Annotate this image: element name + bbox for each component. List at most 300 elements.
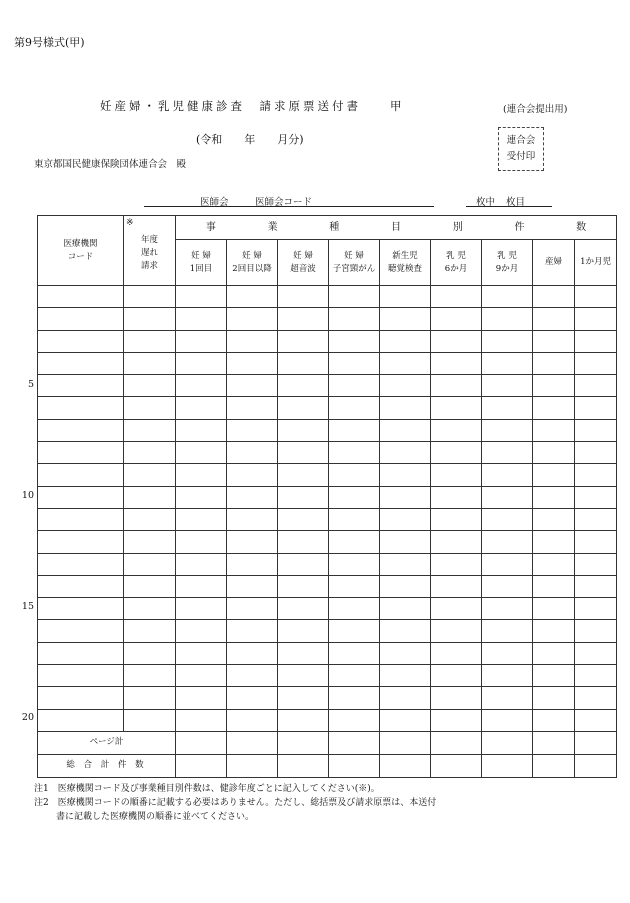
count-cell[interactable] — [431, 508, 482, 530]
count-cell[interactable] — [533, 508, 575, 530]
institution-code-cell[interactable] — [38, 709, 124, 731]
grand-total-cell[interactable] — [329, 754, 380, 777]
count-cell[interactable] — [380, 508, 431, 530]
count-cell[interactable] — [431, 286, 482, 308]
title-subtitle: (連合会提出用) — [503, 104, 568, 115]
count-cell[interactable] — [482, 531, 533, 553]
count-cell[interactable] — [176, 531, 227, 553]
count-cell[interactable] — [176, 442, 227, 464]
page-total-cell[interactable] — [575, 731, 617, 754]
count-cell[interactable] — [176, 553, 227, 575]
count-cell[interactable] — [380, 642, 431, 664]
medical-assoc-field[interactable] — [144, 206, 434, 207]
addressee: 東京都国民健康保険団体連合会 殿 — [34, 159, 187, 170]
grand-total-cell[interactable] — [227, 754, 278, 777]
billing-period: (令和 年 月分) — [196, 133, 304, 146]
count-cell[interactable] — [227, 508, 278, 530]
count-cell[interactable] — [575, 352, 617, 374]
stamp-line-2: 受付印 — [506, 151, 536, 162]
count-cell[interactable] — [227, 286, 278, 308]
count-cell[interactable] — [533, 442, 575, 464]
grand-total-cell[interactable] — [482, 754, 533, 777]
institution-code-cell[interactable] — [38, 352, 124, 374]
count-cell[interactable] — [329, 397, 380, 419]
count-cell[interactable] — [533, 308, 575, 330]
count-cell[interactable] — [380, 286, 431, 308]
count-cell[interactable] — [431, 352, 482, 374]
table-row — [38, 442, 617, 464]
count-cell[interactable] — [278, 642, 329, 664]
count-cell[interactable] — [431, 330, 482, 352]
page-total-cell[interactable] — [380, 731, 431, 754]
count-cell[interactable] — [329, 553, 380, 575]
table-row — [38, 553, 617, 575]
count-cell[interactable] — [329, 486, 380, 508]
service-count-header — [176, 216, 617, 240]
institution-code-cell[interactable] — [38, 575, 124, 597]
group-header-char: 業 — [267, 222, 278, 233]
count-cell[interactable] — [380, 352, 431, 374]
count-cell[interactable] — [380, 620, 431, 642]
count-cell[interactable] — [329, 508, 380, 530]
count-cell[interactable] — [533, 375, 575, 397]
institution-code-cell[interactable] — [38, 286, 124, 308]
row-number-10: 10 — [21, 490, 34, 501]
count-cell[interactable] — [575, 553, 617, 575]
col-header-postpartum: 産婦 — [533, 240, 575, 286]
count-cell[interactable] — [533, 620, 575, 642]
grand-total-cell[interactable] — [176, 754, 227, 777]
institution-code-cell[interactable] — [38, 419, 124, 441]
page-total-cell[interactable] — [533, 731, 575, 754]
count-cell[interactable] — [176, 330, 227, 352]
count-cell[interactable] — [431, 553, 482, 575]
count-cell[interactable] — [176, 709, 227, 731]
count-cell[interactable] — [482, 709, 533, 731]
page-total-cell[interactable] — [278, 731, 329, 754]
late-claim-cell[interactable] — [124, 375, 176, 397]
institution-code-cell[interactable] — [38, 397, 124, 419]
count-cell[interactable] — [329, 575, 380, 597]
count-cell[interactable] — [329, 375, 380, 397]
count-cell[interactable] — [431, 442, 482, 464]
count-cell[interactable] — [278, 620, 329, 642]
count-cell[interactable] — [431, 598, 482, 620]
asterisk-mark: ※ — [126, 218, 134, 228]
count-cell[interactable] — [227, 553, 278, 575]
page-count-field[interactable] — [466, 206, 552, 207]
claims-table — [37, 215, 617, 778]
count-cell[interactable] — [575, 531, 617, 553]
count-cell[interactable] — [278, 486, 329, 508]
count-cell[interactable] — [533, 709, 575, 731]
count-cell[interactable] — [227, 620, 278, 642]
count-cell[interactable] — [227, 531, 278, 553]
table-row — [38, 486, 617, 508]
institution-code-cell[interactable] — [38, 442, 124, 464]
count-cell[interactable] — [176, 308, 227, 330]
count-cell[interactable] — [329, 308, 380, 330]
count-cell[interactable] — [329, 531, 380, 553]
late-claim-cell[interactable] — [124, 442, 176, 464]
count-cell[interactable] — [329, 352, 380, 374]
table-row — [38, 508, 617, 530]
group-header-char: 数 — [576, 222, 587, 233]
count-cell[interactable] — [380, 419, 431, 441]
count-cell[interactable] — [380, 575, 431, 597]
late-claim-cell[interactable] — [124, 330, 176, 352]
page-total-label: ページ計 — [38, 731, 176, 754]
count-cell[interactable] — [227, 486, 278, 508]
row-number-5: 5 — [27, 379, 34, 390]
count-cell[interactable] — [329, 330, 380, 352]
count-cell[interactable] — [227, 308, 278, 330]
count-cell[interactable] — [278, 575, 329, 597]
count-cell[interactable] — [329, 442, 380, 464]
count-cell[interactable] — [482, 598, 533, 620]
count-cell[interactable] — [575, 665, 617, 687]
count-cell[interactable] — [533, 286, 575, 308]
count-cell[interactable] — [482, 642, 533, 664]
count-cell[interactable] — [482, 286, 533, 308]
count-cell[interactable] — [278, 464, 329, 486]
count-cell[interactable] — [533, 642, 575, 664]
count-cell[interactable] — [278, 442, 329, 464]
col-header-1month: 1か月児 — [575, 240, 617, 286]
grand-total-cell[interactable] — [431, 754, 482, 777]
late-claim-header — [124, 216, 176, 286]
count-cell[interactable] — [575, 397, 617, 419]
institution-code-cell[interactable] — [38, 330, 124, 352]
count-cell[interactable] — [533, 575, 575, 597]
count-cell[interactable] — [176, 620, 227, 642]
count-cell[interactable] — [329, 620, 380, 642]
late-claim-cell[interactable] — [124, 687, 176, 709]
count-cell[interactable] — [575, 687, 617, 709]
count-cell[interactable] — [431, 486, 482, 508]
count-cell[interactable] — [380, 464, 431, 486]
group-header-char: 種 — [329, 222, 340, 233]
count-cell[interactable] — [227, 419, 278, 441]
count-cell[interactable] — [482, 442, 533, 464]
count-cell[interactable] — [380, 709, 431, 731]
note-2-continued: 書に記載した医療機関の順番に並べてください。 — [56, 812, 255, 822]
count-cell[interactable] — [575, 620, 617, 642]
count-cell[interactable] — [278, 308, 329, 330]
count-cell[interactable] — [431, 375, 482, 397]
stamp-line-1: 連合会 — [506, 135, 536, 146]
institution-code-cell[interactable] — [38, 553, 124, 575]
table-row — [38, 575, 617, 597]
count-cell[interactable] — [380, 308, 431, 330]
count-cell[interactable] — [278, 709, 329, 731]
row-number-20: 20 — [21, 712, 34, 723]
late-claim-cell[interactable] — [124, 286, 176, 308]
institution-code-header-text: 医療機関 コード — [63, 238, 98, 262]
count-cell[interactable] — [227, 598, 278, 620]
count-cell[interactable] — [278, 665, 329, 687]
count-cell[interactable] — [431, 575, 482, 597]
count-cell[interactable] — [380, 486, 431, 508]
count-cell[interactable] — [227, 442, 278, 464]
late-claim-cell[interactable] — [124, 352, 176, 374]
count-cell[interactable] — [533, 665, 575, 687]
note-1: 注1 医療機関コード及び事業種目別件数は、健診年度ごとに記入してください(※)。 — [34, 784, 380, 794]
page-number-label: 枚目 — [506, 197, 526, 208]
table-row — [38, 419, 617, 441]
count-cell[interactable] — [575, 642, 617, 664]
count-cell[interactable] — [533, 486, 575, 508]
table-row — [38, 642, 617, 664]
reception-stamp-box — [498, 127, 544, 171]
count-cell[interactable] — [329, 419, 380, 441]
count-cell[interactable] — [575, 330, 617, 352]
count-cell[interactable] — [380, 375, 431, 397]
institution-code-cell[interactable] — [38, 687, 124, 709]
count-cell[interactable] — [380, 397, 431, 419]
count-cell[interactable] — [176, 575, 227, 597]
count-cell[interactable] — [533, 531, 575, 553]
count-cell[interactable] — [176, 464, 227, 486]
count-cell[interactable] — [227, 375, 278, 397]
count-cell[interactable] — [482, 419, 533, 441]
page-title: 妊産婦・乳児健康診査 請求原票送付書 甲 — [100, 99, 405, 113]
count-cell[interactable] — [431, 665, 482, 687]
count-cell[interactable] — [533, 687, 575, 709]
group-header-char: 目 — [391, 222, 402, 233]
grand-total-cell[interactable] — [575, 754, 617, 777]
institution-code-cell[interactable] — [38, 308, 124, 330]
count-cell[interactable] — [380, 598, 431, 620]
count-cell[interactable] — [176, 687, 227, 709]
count-cell[interactable] — [176, 642, 227, 664]
institution-code-cell[interactable] — [38, 598, 124, 620]
count-cell[interactable] — [575, 598, 617, 620]
col-header-infant-9m: 乳 児 9か月 — [482, 240, 533, 286]
count-cell[interactable] — [431, 397, 482, 419]
count-cell[interactable] — [380, 553, 431, 575]
col-header-infant-6m: 乳 児 6か月 — [431, 240, 482, 286]
count-cell[interactable] — [176, 508, 227, 530]
grand-total-label: 総 合 計 件 数 — [38, 754, 176, 777]
count-cell[interactable] — [482, 397, 533, 419]
late-claim-cell[interactable] — [124, 575, 176, 597]
col-header-newborn-hearing: 新生児 聴覚検査 — [380, 240, 431, 286]
count-cell[interactable] — [482, 330, 533, 352]
count-cell[interactable] — [278, 531, 329, 553]
count-cell[interactable] — [176, 419, 227, 441]
count-cell[interactable] — [278, 330, 329, 352]
count-cell[interactable] — [329, 464, 380, 486]
count-cell[interactable] — [431, 709, 482, 731]
table-row — [38, 352, 617, 374]
institution-code-header — [38, 216, 124, 286]
count-cell[interactable] — [482, 464, 533, 486]
count-cell[interactable] — [533, 330, 575, 352]
grand-total-cell[interactable] — [380, 754, 431, 777]
count-cell[interactable] — [329, 642, 380, 664]
table-row — [38, 397, 617, 419]
table-row — [38, 308, 617, 330]
institution-code-cell[interactable] — [38, 508, 124, 530]
col-header-prenatal-2nd: 妊 婦 2回目以降 — [227, 240, 278, 286]
count-cell[interactable] — [575, 442, 617, 464]
count-cell[interactable] — [533, 553, 575, 575]
count-cell[interactable] — [380, 442, 431, 464]
count-cell[interactable] — [533, 352, 575, 374]
medical-assoc-code-label: 医師会コード — [255, 197, 313, 208]
table-row — [38, 687, 617, 709]
count-cell[interactable] — [176, 352, 227, 374]
count-cell[interactable] — [380, 531, 431, 553]
count-cell[interactable] — [431, 419, 482, 441]
institution-code-cell[interactable] — [38, 486, 124, 508]
count-cell[interactable] — [482, 508, 533, 530]
count-cell[interactable] — [176, 397, 227, 419]
institution-code-cell[interactable] — [38, 375, 124, 397]
page-total-cell[interactable] — [482, 731, 533, 754]
late-claim-cell[interactable] — [124, 553, 176, 575]
count-cell[interactable] — [482, 308, 533, 330]
count-cell[interactable] — [227, 709, 278, 731]
count-cell[interactable] — [575, 375, 617, 397]
count-cell[interactable] — [278, 419, 329, 441]
late-claim-cell[interactable] — [124, 598, 176, 620]
late-claim-cell[interactable] — [124, 642, 176, 664]
count-cell[interactable] — [227, 687, 278, 709]
late-claim-cell[interactable] — [124, 419, 176, 441]
count-cell[interactable] — [278, 286, 329, 308]
count-cell[interactable] — [227, 330, 278, 352]
count-cell[interactable] — [533, 598, 575, 620]
count-cell[interactable] — [227, 665, 278, 687]
count-cell[interactable] — [176, 665, 227, 687]
institution-code-cell[interactable] — [38, 531, 124, 553]
count-cell[interactable] — [278, 375, 329, 397]
count-cell[interactable] — [176, 486, 227, 508]
count-cell[interactable] — [329, 665, 380, 687]
count-cell[interactable] — [533, 419, 575, 441]
group-header-char: 件 — [514, 222, 525, 233]
table-row — [38, 665, 617, 687]
late-claim-cell[interactable] — [124, 464, 176, 486]
page-total-cell[interactable] — [431, 731, 482, 754]
count-cell[interactable] — [380, 665, 431, 687]
count-cell[interactable] — [482, 665, 533, 687]
group-header-char: 事 — [205, 222, 216, 233]
count-cell[interactable] — [227, 397, 278, 419]
institution-code-cell[interactable] — [38, 642, 124, 664]
count-cell[interactable] — [227, 352, 278, 374]
count-cell[interactable] — [482, 553, 533, 575]
count-cell[interactable] — [482, 352, 533, 374]
count-cell[interactable] — [278, 352, 329, 374]
count-cell[interactable] — [482, 575, 533, 597]
row-number-15: 15 — [21, 601, 34, 612]
count-cell[interactable] — [176, 598, 227, 620]
count-cell[interactable] — [533, 464, 575, 486]
count-cell[interactable] — [278, 687, 329, 709]
late-claim-cell[interactable] — [124, 709, 176, 731]
late-claim-cell[interactable] — [124, 620, 176, 642]
count-cell[interactable] — [575, 709, 617, 731]
institution-code-cell[interactable] — [38, 464, 124, 486]
form-number: 第9号様式(甲) — [14, 36, 85, 49]
count-cell[interactable] — [176, 286, 227, 308]
late-claim-cell[interactable] — [124, 665, 176, 687]
count-cell[interactable] — [575, 508, 617, 530]
count-cell[interactable] — [329, 598, 380, 620]
count-cell[interactable] — [575, 575, 617, 597]
count-cell[interactable] — [431, 620, 482, 642]
count-cell[interactable] — [482, 375, 533, 397]
count-cell[interactable] — [278, 553, 329, 575]
institution-code-cell[interactable] — [38, 620, 124, 642]
table-row — [38, 330, 617, 352]
count-cell[interactable] — [227, 464, 278, 486]
count-cell[interactable] — [329, 286, 380, 308]
count-cell[interactable] — [227, 575, 278, 597]
late-claim-cell[interactable] — [124, 308, 176, 330]
count-cell[interactable] — [431, 531, 482, 553]
count-cell[interactable] — [329, 709, 380, 731]
count-cell[interactable] — [575, 419, 617, 441]
count-cell[interactable] — [278, 508, 329, 530]
col-header-prenatal-cervical: 妊 婦 子宮頸がん — [329, 240, 380, 286]
count-cell[interactable] — [278, 598, 329, 620]
count-cell[interactable] — [575, 464, 617, 486]
count-cell[interactable] — [176, 375, 227, 397]
count-cell[interactable] — [431, 464, 482, 486]
group-header-char: 別 — [452, 222, 463, 233]
count-cell[interactable] — [482, 486, 533, 508]
medical-assoc-label: 医師会 — [200, 197, 229, 208]
table-row — [38, 531, 617, 553]
count-cell[interactable] — [482, 687, 533, 709]
count-cell[interactable] — [575, 308, 617, 330]
count-cell[interactable] — [431, 308, 482, 330]
count-cell[interactable] — [329, 687, 380, 709]
count-cell[interactable] — [380, 330, 431, 352]
count-cell[interactable] — [533, 397, 575, 419]
count-cell[interactable] — [431, 687, 482, 709]
count-cell[interactable] — [482, 620, 533, 642]
page-total-cell[interactable] — [329, 731, 380, 754]
count-cell[interactable] — [431, 642, 482, 664]
page-total-cell[interactable] — [227, 731, 278, 754]
grand-total-cell[interactable] — [533, 754, 575, 777]
col-header-prenatal-ultrasound: 妊 婦 超音波 — [278, 240, 329, 286]
late-claim-header-text: 年度 遅れ 請求 — [140, 235, 158, 271]
page-total-cell[interactable] — [176, 731, 227, 754]
institution-code-cell[interactable] — [38, 665, 124, 687]
late-claim-cell[interactable] — [124, 531, 176, 553]
late-claim-cell[interactable] — [124, 486, 176, 508]
count-cell[interactable] — [278, 397, 329, 419]
table-row — [38, 709, 617, 731]
grand-total-cell[interactable] — [278, 754, 329, 777]
count-cell[interactable] — [575, 286, 617, 308]
col-header-prenatal-1st: 妊 婦 1回目 — [176, 240, 227, 286]
count-cell[interactable] — [227, 642, 278, 664]
table-row — [38, 375, 617, 397]
note-2: 注2 医療機関コードの順番に記載する必要はありません。ただし、総括票及び請求原票は、本送付 — [34, 798, 437, 808]
count-cell[interactable] — [380, 687, 431, 709]
count-cell[interactable] — [575, 486, 617, 508]
late-claim-cell[interactable] — [124, 397, 176, 419]
late-claim-cell[interactable] — [124, 508, 176, 530]
pages-of-label: 枚中 — [476, 197, 496, 208]
